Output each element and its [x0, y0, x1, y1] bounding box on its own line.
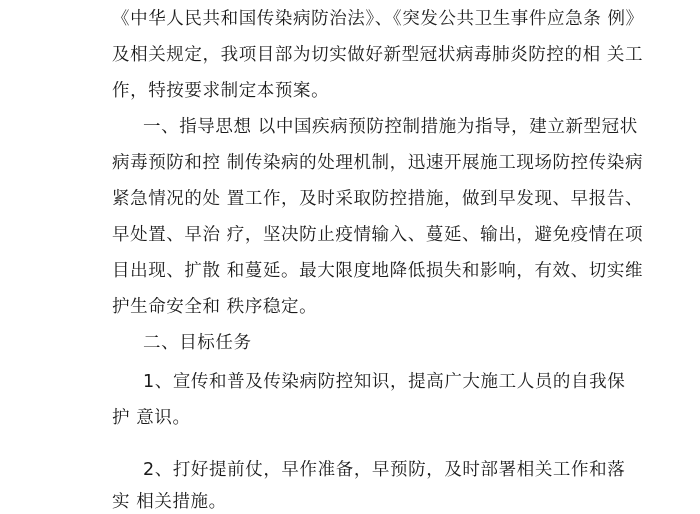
list-item-2: 2、打好提前仗，早作准备，早预防，及时部署相关工作和落 — [143, 460, 626, 480]
text-line: 紧急情况的处 置工作，及时采取防控措施，做到早发现、早报告、 — [112, 189, 644, 209]
text-line: 《中华人民共和国传染病防治法》、《突发公共卫生事件应急条 例》 — [112, 9, 644, 29]
text-line: 早处置、早治 疗，坚决防止疫情输入、蔓延、输出，避免疫情在项 — [112, 225, 644, 245]
text-line: 护生命安全和 秩序稳定。 — [112, 297, 318, 317]
text-line: 作，特按要求制定本预案。 — [112, 81, 330, 101]
text-line: 及相关规定，我项目部为切实做好新型冠状病毒肺炎防控的相 关工 — [112, 45, 644, 65]
text-line: 目出现、扩散 和蔓延。最大限度地降低损失和影响，有效、切实维 — [112, 261, 644, 281]
section-heading-target-tasks: 二、目标任务 — [143, 333, 252, 353]
text-line-cut-off: 实 相关措施。 — [112, 492, 227, 512]
list-item-1: 1、宣传和普及传染病防控知识，提高广大施工人员的自我保 — [143, 372, 626, 392]
text-line: 护 意识。 — [112, 408, 191, 428]
section-heading-guiding-ideology: 一、指导思想 以中国疾病预防控制措施为指导，建立新型冠状 — [143, 117, 638, 137]
text-line: 病毒预防和控 制传染病的处理机制，迅速开展施工现场防控传染病 — [112, 153, 644, 173]
